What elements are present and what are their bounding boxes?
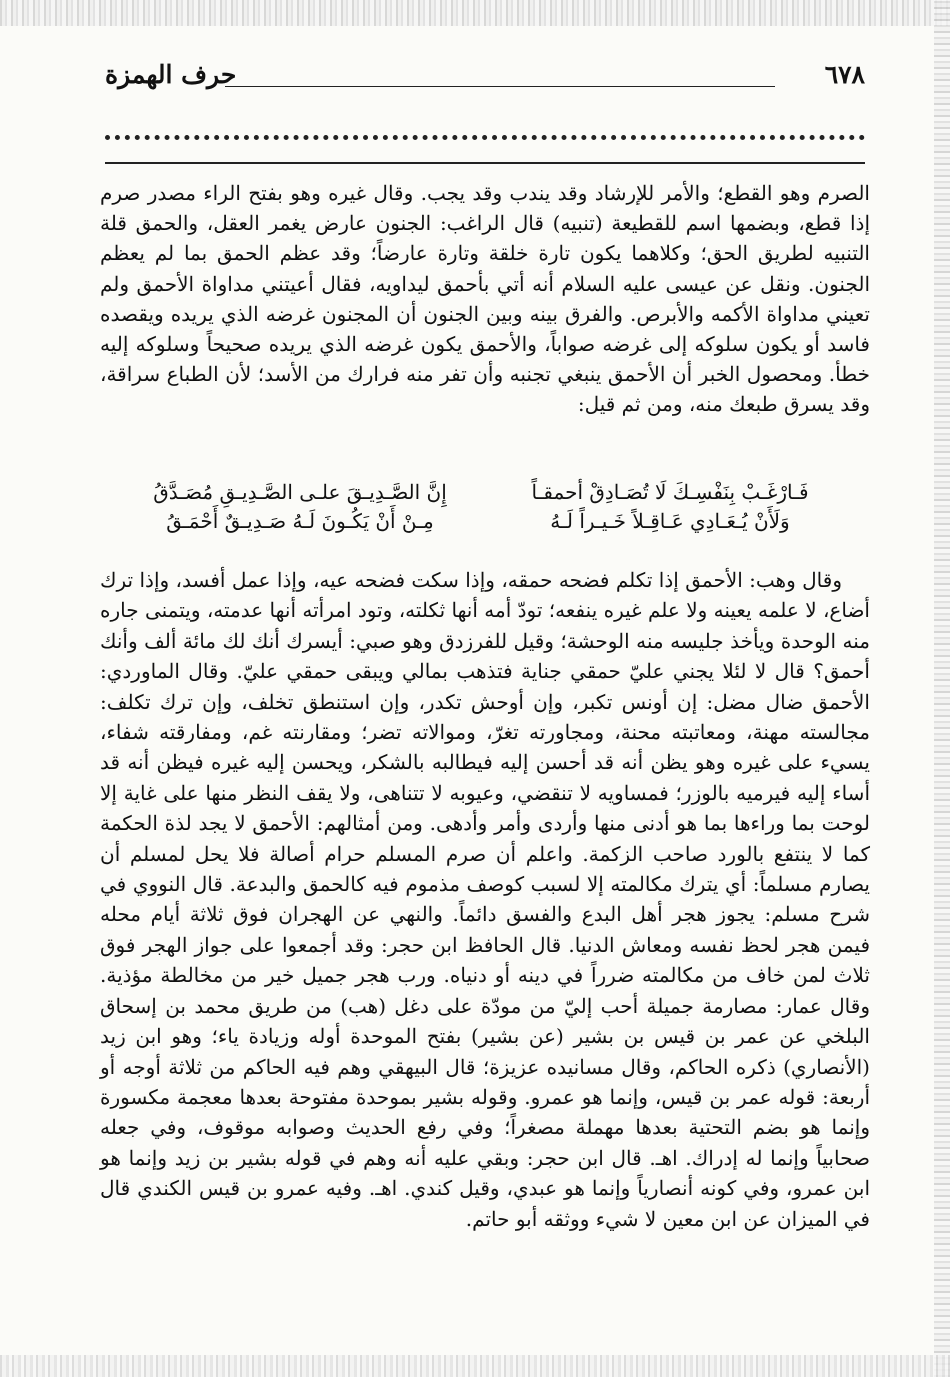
poem-hemistich: مِـنْ أَنْ يَكُـونَ لَـهُ صَـدِيـقٌ أَحْمَـقُ <box>166 509 434 533</box>
scan-edge-bottom <box>0 1355 950 1377</box>
poem <box>130 478 850 536</box>
page-number: ٦٧٨ <box>824 60 865 89</box>
horizontal-rule <box>105 162 865 164</box>
dotted-separator <box>105 135 865 160</box>
poem-hemistich: وَلَأَنْ يُـعَـادِي عَـاقِـلاً خَـيـراً لَـهُ <box>550 509 790 533</box>
scan-edge-right <box>934 0 950 1377</box>
commentary-section-one <box>100 178 870 420</box>
scan-edge-top <box>0 0 950 26</box>
chapter-title: حرف الهمزة <box>105 60 237 89</box>
paragraph: الصرم وهو القطع؛ والأمر للإرشاد وقد يندب وقد يجب. وقال غيره وهو بفتح الراء مصدر صرم إذا قطع، وبضمها اسم للقطيعة (تنبيه) قال الراغب: الجنون عارض يغمر العقل، والحمق قلة التنبيه لطريق الحق؛ وكلاهما يكون تارة خلقة وتارة عارضاً؛ وقد عظم الحمق بما لم يعظم الجنون. ونقل عن عيسى عليه السلام أنه أتي بأحمق ليداويه، فقال أعيتني مداواة الأحمق ولم تعيني مداواة الأكمه والأبرص. والفرق بينه وبين الجنون أن المجنون غرضه الذي يريده ويقصده فاسد أو يكون سلوكه إلى غرضه صواباً، والأحمق يكون غرضه الذي يريده صحيحاً وسلوكه إليه خطأ. ومحصول الخبر أن الأحمق ينبغي تجنبه وأن تفر منه فرارك من الأسد؛ لأن الطباع سراقة، وقد يسرق طبعك منه، ومن ثم قيل: <box>100 181 871 417</box>
page-header <box>105 60 865 100</box>
paragraph: وقال وهب: الأحمق إذا تكلم فضحه حمقه، وإذا سكت فضحه عيه، وإذا عمل أفسد، وإذا ترك أضاع، لا علمه يعينه ولا علم غيره ينفعه؛ تودّ أمه أنها ثكلته، وتود امرأته أنها عدمته، ويتمنى جاره منه الوحدة ويأخذ جليسه منه الوحشة؛ وقيل للفرزدق وهو صبي: أيسرك أنك لك مائة ألف وأنك أحمق؟ قال لا لئلا يجني عليّ حمقي جناية فتذهب بمالي ويبقى حمقي عليّ. وقال الماوردي: الأحمق ضال مضل: إن أونس تكبر، وإن أوحش تكدر، وإن استنطق تخلف، وإن ترك تكلف: مجالسته مهنة، ومعاتبته محنة، ومجاورته تغرّ، وموالاته تضر؛ ومقارنته غم، ومفارقته شفاء، يسيء على غيره وهو يظن أنه قد أحسن إليه فيطالبه بالشكر، ويحسن إليه غيره فيظن أنه قد أساء إليه فيرميه بالوزر؛ فمساويه لا تنقضي، وعيوبه لا تتناهى، ولا يقف النظر منها على غاية إلا لوحت بما وراءها بما هو أدنى منها وأردى وأمر وأدهى. ومن أمثالهم: الأحمق لا يجد لذة الحكمة كما لا ينتفع بالورد صاحب الزكمة. واعلم أن صرم المسلم حرام أصالة فلا يحل لمسلم أن يصارم مسلماً: أي يترك مكالمته إلا لسبب كوصف مذموم فيه كالحمق والبدعة. قال النووي في شرح مسلم: يجوز هجر أهل البدع والفسق دائماً. والنهي عن الهجران فوق ثلاثة أيام محله فيمن هجر لحظ نفسه ومعاش الدنيا. قال الحافظ ابن حجر: وقد أجمعوا على جواز الهجر فوق ثلاث لمن خاف من مكالمته ضرراً في دينه أو دنياه. ورب هجر جميل خير من مخالطة مؤذية. وقال عمار: مصارمة جميلة أحب إليّ من مودّة على دغل (هب) من طريق محمد بن إسحاق البلخي عن عمر بن قيس بن بشير (عن بشير) بفتح الموحدة أوله وزيادة ياء؛ وهو ابن زيد (الأنصاري) ذكره الحاكم، وقال مسانيده عزيزة؛ قال البيهقي وهم فيه الحاكم من ثلاثة أوجه أو أربعة: قوله عمر بن قيس، وإنما هو عمرو. وقوله بشير بموحدة مفتوحة بعدها معجمة مكسورة وإنما هو بضم التحتية بعدها مهملة مصغراً؛ وفي رفع الحديث وصوابه موقوف، وفي جعله صحابياً وإنما له إدراك. اهـ. قال ابن حجر: وبقي عليه أنه وهم في قوله بشير بن زيد وإنما هو ابن عمرو، وفي كونه أنصارياً وإنما هو عبدي، وقيل كندي. اهـ. وفيه عمرو بن قيس الكندي قال في الميزان عن ابن معين لا شيء ووثقه أبو حاتم. <box>100 568 870 1231</box>
poem-verse <box>130 507 850 536</box>
header-rule <box>225 86 775 87</box>
commentary-section-two <box>100 565 870 1234</box>
poem-hemistich: إِنَّ الصَّـدِيـقَ علـى الصَّـدِيـقِ مُصَـدَّقُ <box>153 480 447 504</box>
poem-hemistich: فَـارْغَـبْ بِنَفْسِـكَ لَا تُصَـادِقْ أحمقـاً <box>531 480 809 504</box>
poem-verse <box>130 478 850 507</box>
